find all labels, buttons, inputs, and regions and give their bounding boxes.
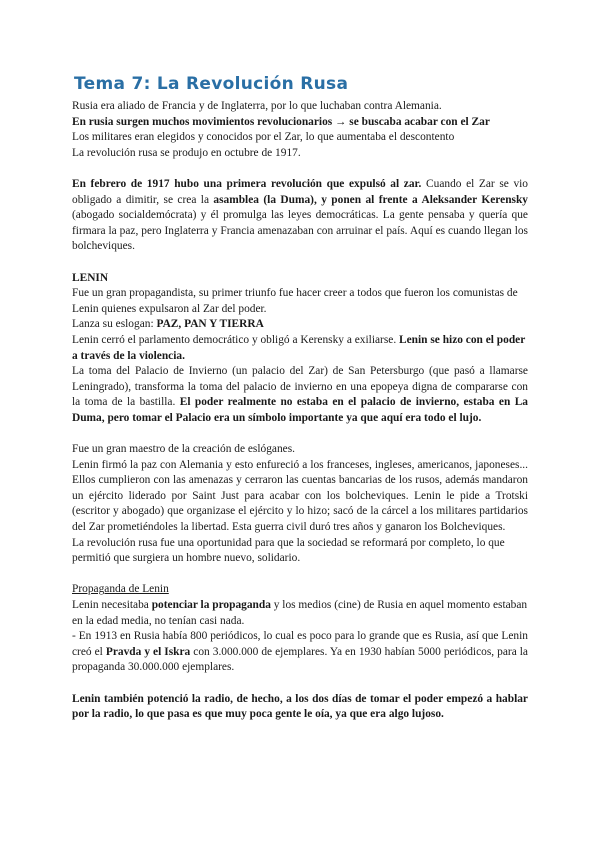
slogan-label: Lanza su eslogan: (72, 318, 157, 331)
intro-line-2: En rusia surgen muchos movimientos revolucionarios → se buscaba acabar con el Zar (72, 115, 490, 128)
page-title: Tema 7: La Revolución Rusa (74, 74, 349, 94)
document-body (72, 99, 528, 723)
maestro-paragraph-3: La revolución rusa fue una oportunidad para que la sociedad se reformará por completo, lo que permitió que surgiera un hombre nuevo, solidario. (72, 536, 505, 565)
propaganda-heading: Propaganda de Lenin (72, 583, 169, 596)
propaganda-p1-a: Lenin necesitaba (72, 599, 152, 611)
intro-line-1: Rusia era aliado de Francia y de Inglaterra, por lo que luchaban contra Alemania. (72, 100, 442, 112)
maestro-paragraph-2: Lenin firmó la paz con Alemania y esto enfureció a los franceses, ingleses, americanos, japoneses... Ellos cumplieron con las amenazas y cerraron las cuentas bancarias de los rusos, además mandaron un ejército liderado por Saint Just para acabar con los bolcheviques. Lenin le pide a Trotski (escritor y abogado) que organizase el ejército y lo hizo; sacó de la cárcel a los militares partidarios del Zar prometiéndoles la libertad. Esta guerra civil duró tres años y ganaron los Bolcheviques. (72, 458, 528, 534)
propaganda-paragraph-1 (72, 598, 528, 629)
lenin-heading: LENIN (72, 271, 109, 284)
propaganda-p2-bold: Pravda y el Iskra (105, 645, 191, 658)
radio-paragraph: Lenin también potenció la radio, de hecho, a los dos días de tomar el poder empezó a hablar por la radio, lo que pasa es que muy poca gente le oía, ya que era algo lujoso. (72, 692, 528, 721)
slogan-text: PAZ, PAN Y TIERRA (156, 318, 264, 331)
february-text-2: (abogado socialdemócrata) y él promulga las leyes democráticas. La gente pensaba y quería que firmara la paz, pero Inglaterra y Francia amenazaban con arruinar el país. Aquí es cuando llegan los bolcheviques. (72, 209, 528, 253)
lenin-p3-text: Lenin cerró el parlamento democrático y obligó a Kerensky a exiliarse. (72, 333, 400, 346)
lenin-slogan-line (72, 317, 528, 333)
propaganda-p1-c: y los medios (cine) de Rusia en aquel momento estaban en la edad media, no tenían casi nada. (72, 599, 528, 627)
lenin-paragraph-3 (72, 333, 528, 364)
intro-line-3: Los militares eran elegidos y conocidos por el Zar, lo que aumentaba el descontento (72, 131, 455, 144)
propaganda-p2-a: - En 1913 en Rusia había 800 periódicos, lo cual es poco para lo grande que es Rusia, así que Lenin creó el (72, 630, 528, 658)
lenin-p4-bold: El poder realmente no estaba en el palacio de invierno, estaba en La Duma, pero tomar el Palacio era un símbolo importante ya que aquí era todo el lujo. (72, 396, 528, 424)
propaganda-p2-c: con 3.000.000 de ejemplares. Ya en 1930 habían 5000 periódicos, para la propaganda 30.000.000 ejemplares. (72, 645, 528, 674)
february-bold-1: En febrero de 1917 hubo una primera revolución que expulsó al zar. (72, 177, 422, 190)
lenin-paragraph-1: Fue un gran propagandista, su primer triunfo fue hacer creer a todos que fueron los comunistas de Lenin quienes expulsaron al Zar del poder. (72, 287, 518, 315)
february-bold-2: asamblea (la Duma), y ponen al frente a Aleksander Kerensky (213, 193, 528, 206)
intro-line-4: La revolución rusa se produjo en octubre de 1917. (72, 146, 301, 159)
maestro-paragraph-1: Fue un gran maestro de la creación de eslóganes. (72, 443, 295, 456)
propaganda-p1-bold: potenciar la propaganda (151, 599, 271, 611)
lenin-p4-text: La toma del Palacio de Invierno (un palacio del Zar) de San Petersburgo (que pasó a llamarse Leningrado), transforma la toma del palacio de invierno en una epopeya digna de compararse con la toma de la bastilla. (72, 365, 528, 409)
lenin-paragraph-4 (72, 364, 528, 426)
propaganda-paragraph-2 (72, 629, 528, 676)
february-text-1: Cuando el Zar se vio obligado a dimitir, se crea la (72, 177, 528, 206)
lenin-p3-bold: Lenin se hizo con el poder a través de la violencia. (72, 333, 526, 362)
february-paragraph (72, 177, 528, 255)
